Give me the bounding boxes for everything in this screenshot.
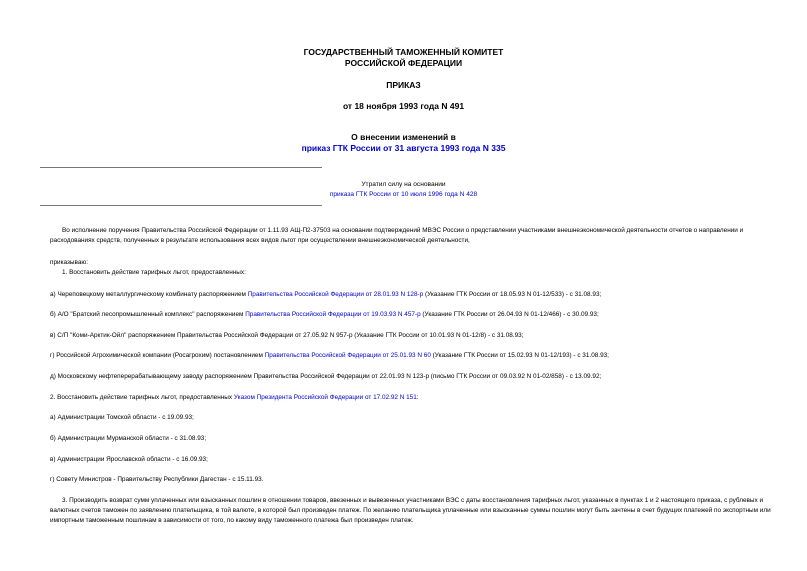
item-v: в) С/П "Коми-Арктик-Ойл" распоряжением Правительства Российской Федерации от 27.05.92 N 957-р (Указание ГТК России от 10.01.93 N 01-12/8) - с 31.08.93; <box>50 332 524 339</box>
item2-v: в) Администрации Ярославской области - с 16.09.93; <box>50 456 208 463</box>
org-name-line1: ГОСУДАРСТВЕННЫЙ ТАМОЖЕННЫЙ КОМИТЕТ <box>303 47 504 57</box>
item2-heading <box>50 394 419 401</box>
intro-paragraph: Во исполнение поручения Правительства Российской Федерации от 1.11.93 АЩ-П2-37503 на основании подтверждений МВЭС России о представлении участниками внешнеэкономической деятельности отчетов о направлении и расходованиях средств, полученных в результате использования всех видов льгот при осуществлении внешнеэкономической деятельности, <box>50 227 744 244</box>
item2-b: б) Администрации Мурманской области - с 31.08.93; <box>50 435 207 442</box>
doc-title-line1: О внесении изменений в <box>351 132 456 142</box>
item-g-link[interactable]: Правительства Российской Федерации от 25.01.93 N 60 <box>264 352 431 359</box>
org-name-line2: РОССИЙСКОЙ ФЕДЕРАЦИИ <box>344 58 463 68</box>
item1-heading: 1. Восстановить действие тарифных льгот, предоставленных: <box>62 269 246 276</box>
item-b-text-post: (Указание ГТК России от 26.04.93 N 01-12/466) - с 30.09.93; <box>420 311 599 318</box>
item-b <box>50 311 599 318</box>
order-word: приказываю: <box>50 259 88 266</box>
item2-text: 2. Восстановить действие тарифных льгот, предоставленных <box>50 394 234 401</box>
item2-text-post: : <box>416 394 419 401</box>
item2-a: а) Администрации Томской области - с 19.09.93; <box>50 414 194 421</box>
doc-date-number: от 18 ноября 1993 года N 491 <box>342 101 465 111</box>
status-note: Утратил силу на основании <box>361 181 446 188</box>
item-a-text-post: (Указание ГТК России от 18.05.93 N 01-12/533) - с 31.08.93; <box>423 291 602 298</box>
status-note-link[interactable]: приказа ГТК России от 10 июля 1996 года N 428 <box>329 191 478 198</box>
item-a <box>50 291 601 298</box>
item-a-link[interactable]: Правительства Российской Федерации от 28.01.93 N 128-р <box>247 291 424 298</box>
doc-type: ПРИКАЗ <box>386 80 421 90</box>
item-g-text: г) Российской Агрохимической компании (Росагрохим) постановлением <box>50 352 265 359</box>
item-g-text-post: (Указание ГТК России от 15.02.93 N 01-12/193) - с 31.08.93; <box>430 352 609 359</box>
item-d: д) Московскому нефтеперерабатывающему заводу распоряжением Правительства Российской Федерации от 22.01.93 N 123-р (письмо ГТК России от 09.03.92 N 01-02/858) - с 13.09.92; <box>50 373 602 380</box>
item2-g: г) Совету Министров - Правительству Республики Дагестан - с 15.11.93. <box>50 476 264 483</box>
item2-link[interactable]: Указом Президента Российской Федерации от 17.02.92 N 151 <box>233 394 417 401</box>
item3-paragraph: 3. Производить возврат сумм уплаченных или взысканных пошлин в отношении товаров, ввезенных и вывезенных участниками ВЭС с даты восстановления тарифных льгот, указанных в пунктах 1 и 2 настоящего приказа, с рублевых и валютных счетов таможен по заявлению плательщика, в той валюте, в которой был произведен платеж. По желанию плательщика уплаченные или взысканные суммы пошлин могут быть зачтены в счет будущих платежей по экспортным или импортным таможенным пошлинам в зависимости от того, по какому виду таможенного платежа был произведен платеж. <box>50 497 771 524</box>
item-a-text: а) Череповецкому металлургическому комбинату распоряжением <box>50 291 248 298</box>
item-b-text: б) А/О "Братский лесопромышленный комплекс" распоряжением <box>50 311 246 318</box>
divider-bottom <box>40 205 322 206</box>
item-b-link[interactable]: Правительства Российской Федерации от 19.03.93 N 457-р <box>245 311 421 318</box>
doc-title-link[interactable]: приказ ГТК России от 31 августа 1993 года N 335 <box>301 143 506 153</box>
divider-top <box>40 167 322 168</box>
item-g <box>50 352 609 359</box>
